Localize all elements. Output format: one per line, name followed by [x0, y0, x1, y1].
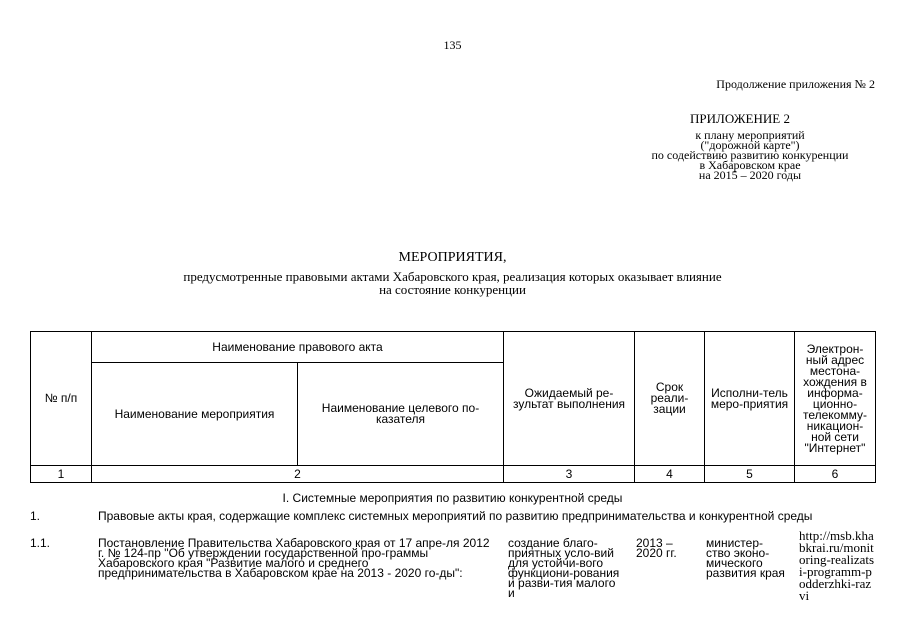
appendix-line: на 2015 – 2020 годы: [698, 168, 802, 182]
page-number: 135: [443, 38, 462, 52]
col-number-3: 3: [504, 466, 635, 483]
row-deadline: 2013 – 2020 гг.: [636, 536, 677, 560]
row-executor: министер-ство эконо-мического развития края: [706, 536, 785, 580]
row-num: 1.1.: [30, 536, 51, 550]
appendix-line: в Хабаровском крае: [699, 158, 801, 172]
row-url-link[interactable]: http://msb.khabkrai.ru/monitoring-realizatsi-programm-podderzhki-razvi: [799, 530, 875, 603]
col-number-6: 6: [795, 466, 876, 483]
col-number-4: 4: [635, 466, 705, 483]
document-subtitle: [0, 270, 905, 296]
row-result: создание благо-приятных усло-вий для устойчи-вого функциони-рования и разви-тия малого и: [508, 536, 620, 600]
appendix-line: по содействию развитию конкуренции: [651, 148, 849, 162]
row-text: Постановление Правительства Хабаровского края от 17 апре-ля 2012 г. № 124-пр "Об утверждении государственной про-граммы Хабаровского края "Развитие малого и среднего предпринимательства в Хабаровском крае на 2013 - 2020 го-ды":: [98, 536, 490, 580]
col-number-2: 2: [92, 466, 504, 483]
header-event-name: Наименование мероприятия: [92, 363, 298, 466]
subtitle-line-2: на состояние конкуренции: [379, 282, 526, 297]
events-table: [30, 331, 876, 483]
appendix-line: ("дорожной карте"): [700, 138, 800, 152]
header-legal-act: Наименование правового акта: [92, 332, 504, 363]
header-target-indicator: Наименование целевого по-казателя: [298, 363, 504, 466]
appendix-line: к плану мероприятий: [695, 128, 805, 142]
continuation-note: Продолжение приложения № 2: [716, 77, 875, 91]
subtitle-line-1: предусмотренные правовыми актами Хабаровского края, реализация которых оказывает влияние: [183, 269, 722, 284]
row-num: 1.: [30, 509, 41, 523]
document-title: МЕРОПРИЯТИЯ,: [398, 250, 507, 265]
section-title: I. Системные мероприятия по развитию конкурентной среды: [282, 491, 623, 505]
row-text: Правовые акты края, содержащие комплекс системных мероприятий по развитию предпринимательства и конкурентной среды: [98, 509, 813, 523]
header-num: № п/п: [31, 332, 92, 466]
appendix-title: ПРИЛОЖЕНИЕ 2: [690, 111, 790, 126]
appendix-subtitle: [610, 130, 890, 180]
header-url: Электрон-ный адрес местона-хождения в информа-ционно-телекомму-никацион-ной сети "Интернет": [795, 332, 876, 466]
col-number-1: 1: [31, 466, 92, 483]
col-number-5: 5: [705, 466, 795, 483]
header-expected-result: Ожидаемый ре-зультат выполнения: [504, 332, 635, 466]
header-executor: Исполни-тель меро-приятия: [705, 332, 795, 466]
header-deadline: Срок реали-зации: [635, 332, 705, 466]
